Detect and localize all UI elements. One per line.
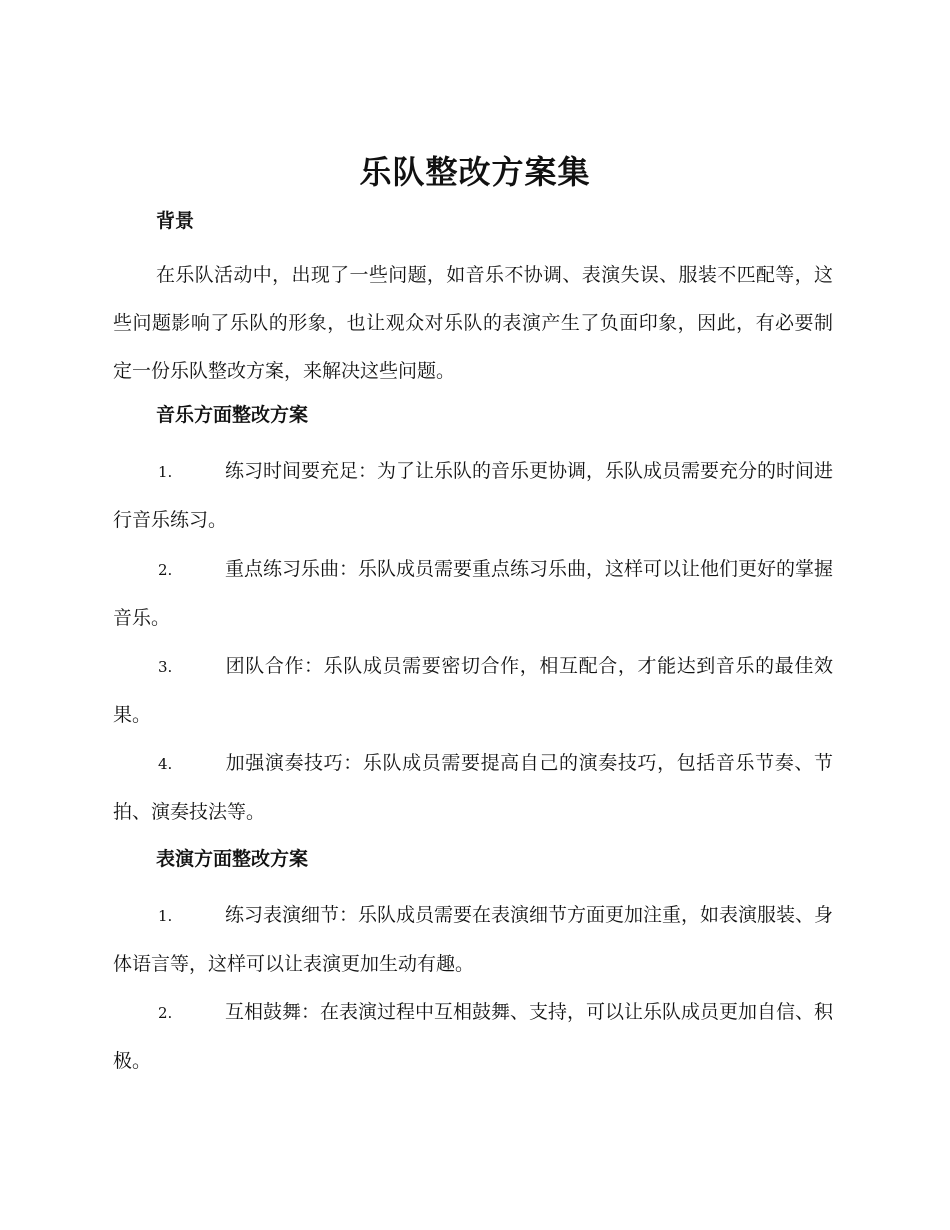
list-item-number: 2.: [158, 561, 173, 579]
list-item-text: 重点练习乐曲：乐队成员需要重点练习乐曲，这样可以让他们更好的掌握音乐。: [113, 558, 834, 629]
section-heading-music: 音乐方面整改方案: [156, 404, 309, 426]
list-item-number: 4.: [158, 755, 173, 773]
list-item: [113, 545, 833, 642]
list-item-number: 3.: [158, 658, 173, 676]
list-item: [113, 447, 833, 544]
section-heading-performance: 表演方面整改方案: [156, 848, 309, 870]
list-item: [113, 891, 833, 988]
document-title: 乐队整改方案集: [359, 153, 591, 191]
section-heading-background: 背景: [156, 210, 195, 232]
background-paragraph: 在乐队活动中，出现了一些问题，如音乐不协调、表演失误、服装不匹配等，这些问题影响了乐队的形象，也让观众对乐队的表演产生了负面印象，因此，有必要制定一份乐队整改方案，来解决这些问题。: [113, 264, 833, 382]
list-item-text: 团队合作：乐队成员需要密切合作，相互配合，才能达到音乐的最佳效果。: [113, 655, 833, 726]
list-item: [113, 642, 833, 739]
list-item-text: 互相鼓舞：在表演过程中互相鼓舞、支持，可以让乐队成员更加自信、积极。: [113, 1001, 834, 1072]
list-item-text: 练习表演细节：乐队成员需要在表演细节方面更加注重，如表演服装、身体语言等，这样可以让表演更加生动有趣。: [113, 904, 834, 975]
list-item-number: 1.: [158, 463, 173, 481]
list-item-number: 2.: [158, 1004, 173, 1022]
list-item: [113, 739, 833, 836]
list-item: [113, 988, 833, 1085]
list-item-text: 练习时间要充足：为了让乐队的音乐更协调，乐队成员需要充分的时间进行音乐练习。: [113, 460, 834, 531]
list-item-text: 加强演奏技巧：乐队成员需要提高自己的演奏技巧，包括音乐节奏、节拍、演奏技法等。: [113, 752, 833, 823]
list-item-number: 1.: [158, 907, 173, 925]
